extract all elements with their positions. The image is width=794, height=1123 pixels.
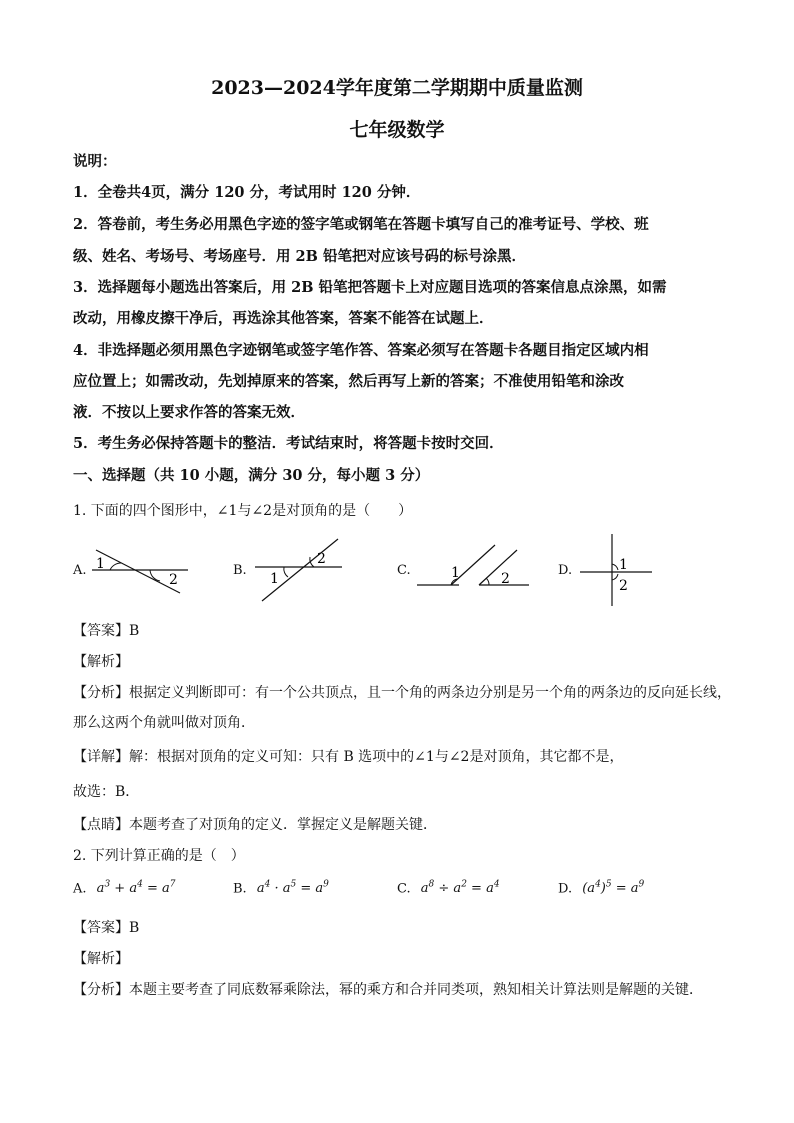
angle-1-label: 1: [451, 565, 460, 581]
question-1-stem: 1. 下面的四个图形中，∠1与∠2是对顶角的是（ ）: [73, 503, 413, 519]
q1-analysis-tag: 【解析】: [73, 654, 129, 670]
instruction-line: 级、姓名、考场号、考场座号．用 2B 铅笔把对应该号码的标号涂黑．: [73, 248, 526, 265]
q2-option-expr: $a^3 + a^4 = a^7$: [96, 880, 176, 897]
instruction-line: 1．全卷共4页，满分 120 分，考试用时 120 分钟．: [73, 184, 421, 201]
exam-subtitle: 七年级数学: [349, 119, 445, 141]
q2-analysis: 【分析】本题主要考查了同底数幂乘除法，幂的乘方和合并同类项，熟知相关计算法则是解题的关键．: [73, 982, 703, 998]
q1-option-b-figure: [250, 533, 350, 605]
q2-option-label: B.: [233, 881, 247, 897]
instruction-line: 4．非选择题必须用黑色字迹钢笔或签字笔作答、答案必须写在答题卡各题目指定区域内相: [73, 342, 649, 359]
angle-1-label: 1: [619, 557, 628, 573]
q2-option-expr: $(a^4)^5 = a^9$: [582, 880, 645, 897]
q1-option-c-figure: [413, 540, 533, 592]
angle-2-label: 2: [169, 572, 178, 588]
q2-option-c: [397, 880, 500, 896]
angle-1-label: 1: [96, 556, 105, 572]
q2-answer: 【答案】B: [73, 920, 140, 936]
q2-option-a: [73, 880, 175, 896]
angle-2-label: 2: [317, 551, 326, 567]
q1-analysis-line: 【分析】根据定义判断即可：有一个公共顶点，且一个角的两条边分别是另一个角的两条边的反向延长线，: [73, 685, 731, 701]
exam-title: 2023—2024学年度第二学期期中质量监测: [211, 77, 583, 99]
instruction-line: 3．选择题每小题选出答案后，用 2B 铅笔把答题卡上对应题目选项的答案信息点涂黑，如需: [73, 279, 667, 296]
q2-option-b: [233, 880, 329, 896]
q2-option-label: D.: [558, 881, 573, 897]
instruction-line: 液．不按以上要求作答的答案无效．: [73, 404, 305, 421]
q2-analysis-tag: 【解析】: [73, 951, 129, 967]
q1-choice: 故选：B．: [73, 784, 140, 800]
q1-option-b-label: B.: [233, 563, 247, 578]
question-2-stem: 2. 下列计算正确的是（ ）: [73, 848, 245, 864]
angle-2-label: 2: [619, 578, 628, 594]
q1-option-d-label: D.: [558, 563, 573, 578]
q1-option-c-label: C.: [397, 563, 411, 578]
instructions-heading: 说明：: [73, 153, 117, 170]
instruction-line: 应位置上；如需改动，先划掉原来的答案，然后再写上新的答案；不准使用铅笔和涂改: [73, 373, 624, 390]
angle-1-label: 1: [270, 571, 279, 587]
q2-option-label: A.: [73, 881, 87, 897]
q1-option-d-figure: [576, 532, 656, 608]
instruction-line: 改动，用橡皮擦干净后，再选涂其他答案，答案不能答在试题上．: [73, 310, 494, 327]
q1-detail: 【详解】解：根据对顶角的定义可知：只有 B 选项中的∠1与∠2是对顶角，其它都不是，: [73, 749, 624, 765]
q1-comment: 【点睛】本题考查了对顶角的定义．掌握定义是解题关键．: [73, 817, 437, 833]
q2-option-d: [558, 880, 644, 896]
q1-option-a-label: A.: [73, 563, 87, 578]
q2-option-expr: $a^8 \div a^2 = a^4$: [420, 880, 500, 897]
section-heading: 一、选择题（共 10 小题，满分 30 分，每小题 3 分）: [73, 467, 430, 484]
q2-option-expr: $a^4 \cdot a^5 = a^9$: [256, 880, 329, 897]
q1-analysis-line: 那么这两个角就叫做对顶角．: [73, 715, 255, 731]
instruction-line: 2．答卷前，考生务必用黑色字迹的签字笔或钢笔在答题卡填写自己的准考证号、学校、班: [73, 216, 649, 233]
instruction-line: 5．考生务必保持答题卡的整洁．考试结束时，将答题卡按时交回．: [73, 435, 504, 452]
q1-answer: 【答案】B: [73, 623, 140, 639]
q1-option-a-figure: [88, 543, 193, 598]
q2-option-label: C.: [397, 881, 411, 897]
angle-2-label: 2: [501, 571, 510, 587]
